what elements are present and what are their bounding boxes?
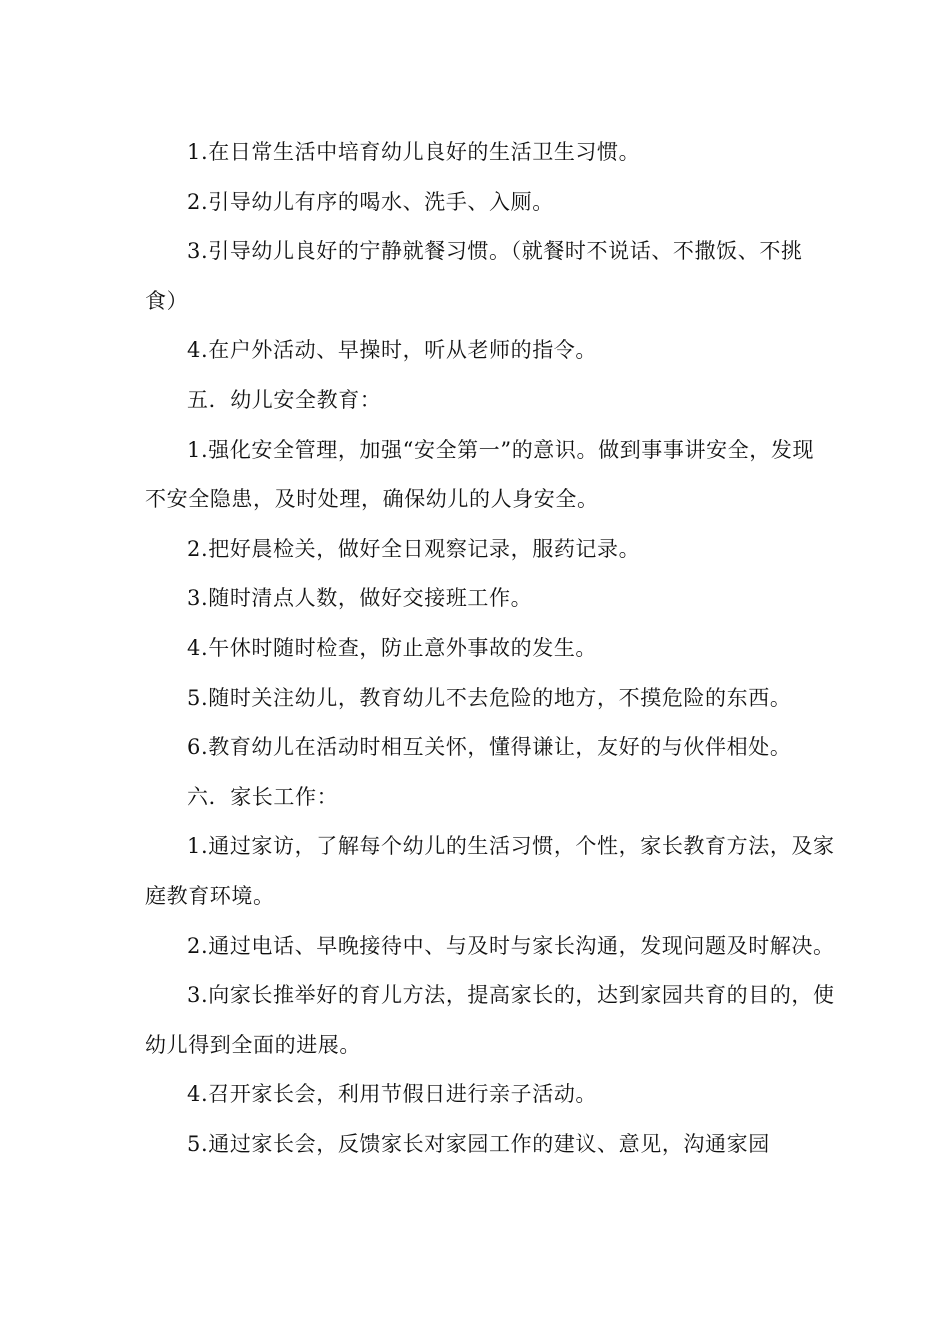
paragraph-water-washing: 2.引导幼儿有序的喝水、洗手、入厕。 bbox=[187, 189, 554, 214]
paragraph-mutual-care: 6.教育幼儿在活动时相互关怀，懂得谦让，友好的与伙伴相处。 bbox=[187, 735, 792, 760]
paragraph-hygiene-habits: 1.在日常生活中培育幼儿良好的生活卫生习惯。 bbox=[187, 140, 641, 164]
paragraph-feedback: 5.通过家长会，反馈家长对家园工作的建议、意见，沟通家园 bbox=[187, 1131, 770, 1156]
paragraph-headcount: 3.随时清点人数，做好交接班工作。 bbox=[187, 586, 533, 611]
paragraph-outdoor-instructions: 4.在户外活动、早操时，听从老师的指令。 bbox=[187, 338, 598, 363]
paragraph-parenting-methods: 3.向家长推举好的育儿方法，提高家长的，达到家园共育的目的，使幼儿得到全面的进展。 bbox=[145, 983, 835, 1057]
paragraph-nap-check: 4.午休时随时检查，防止意外事故的发生。 bbox=[187, 635, 598, 660]
document-body bbox=[145, 128, 835, 1169]
paragraph-danger-awareness: 5.随时关注幼儿，教育幼儿不去危险的地方，不摸危险的东西。 bbox=[187, 685, 792, 710]
paragraph-quiet-dining: 3.引导幼儿良好的宁静就餐习惯。（就餐时不说话、不撒饭、不挑食） bbox=[145, 239, 803, 313]
paragraph-home-visits: 1.通过家访，了解每个幼儿的生活习惯，个性，家长教育方法，及家庭教育环境。 bbox=[145, 834, 835, 908]
paragraph-parent-communication: 2.通过电话、早晚接待中、与及时与家长沟通，发现问题及时解决。 bbox=[187, 933, 835, 958]
section-heading-safety: 五．幼儿安全教育： bbox=[187, 387, 382, 412]
paragraph-morning-check: 2.把好晨检关，做好全日观察记录，服药记录。 bbox=[187, 536, 641, 561]
paragraph-safety-management: 1.强化安全管理，加强“安全第一”的意识。做到事事讲安全，发现不安全隐患，及时处理，确保幼儿的人身安全。 bbox=[145, 437, 815, 512]
section-heading-parents: 六．家长工作： bbox=[187, 784, 339, 809]
paragraph-parent-meeting: 4.召开家长会，利用节假日进行亲子活动。 bbox=[187, 1082, 598, 1107]
